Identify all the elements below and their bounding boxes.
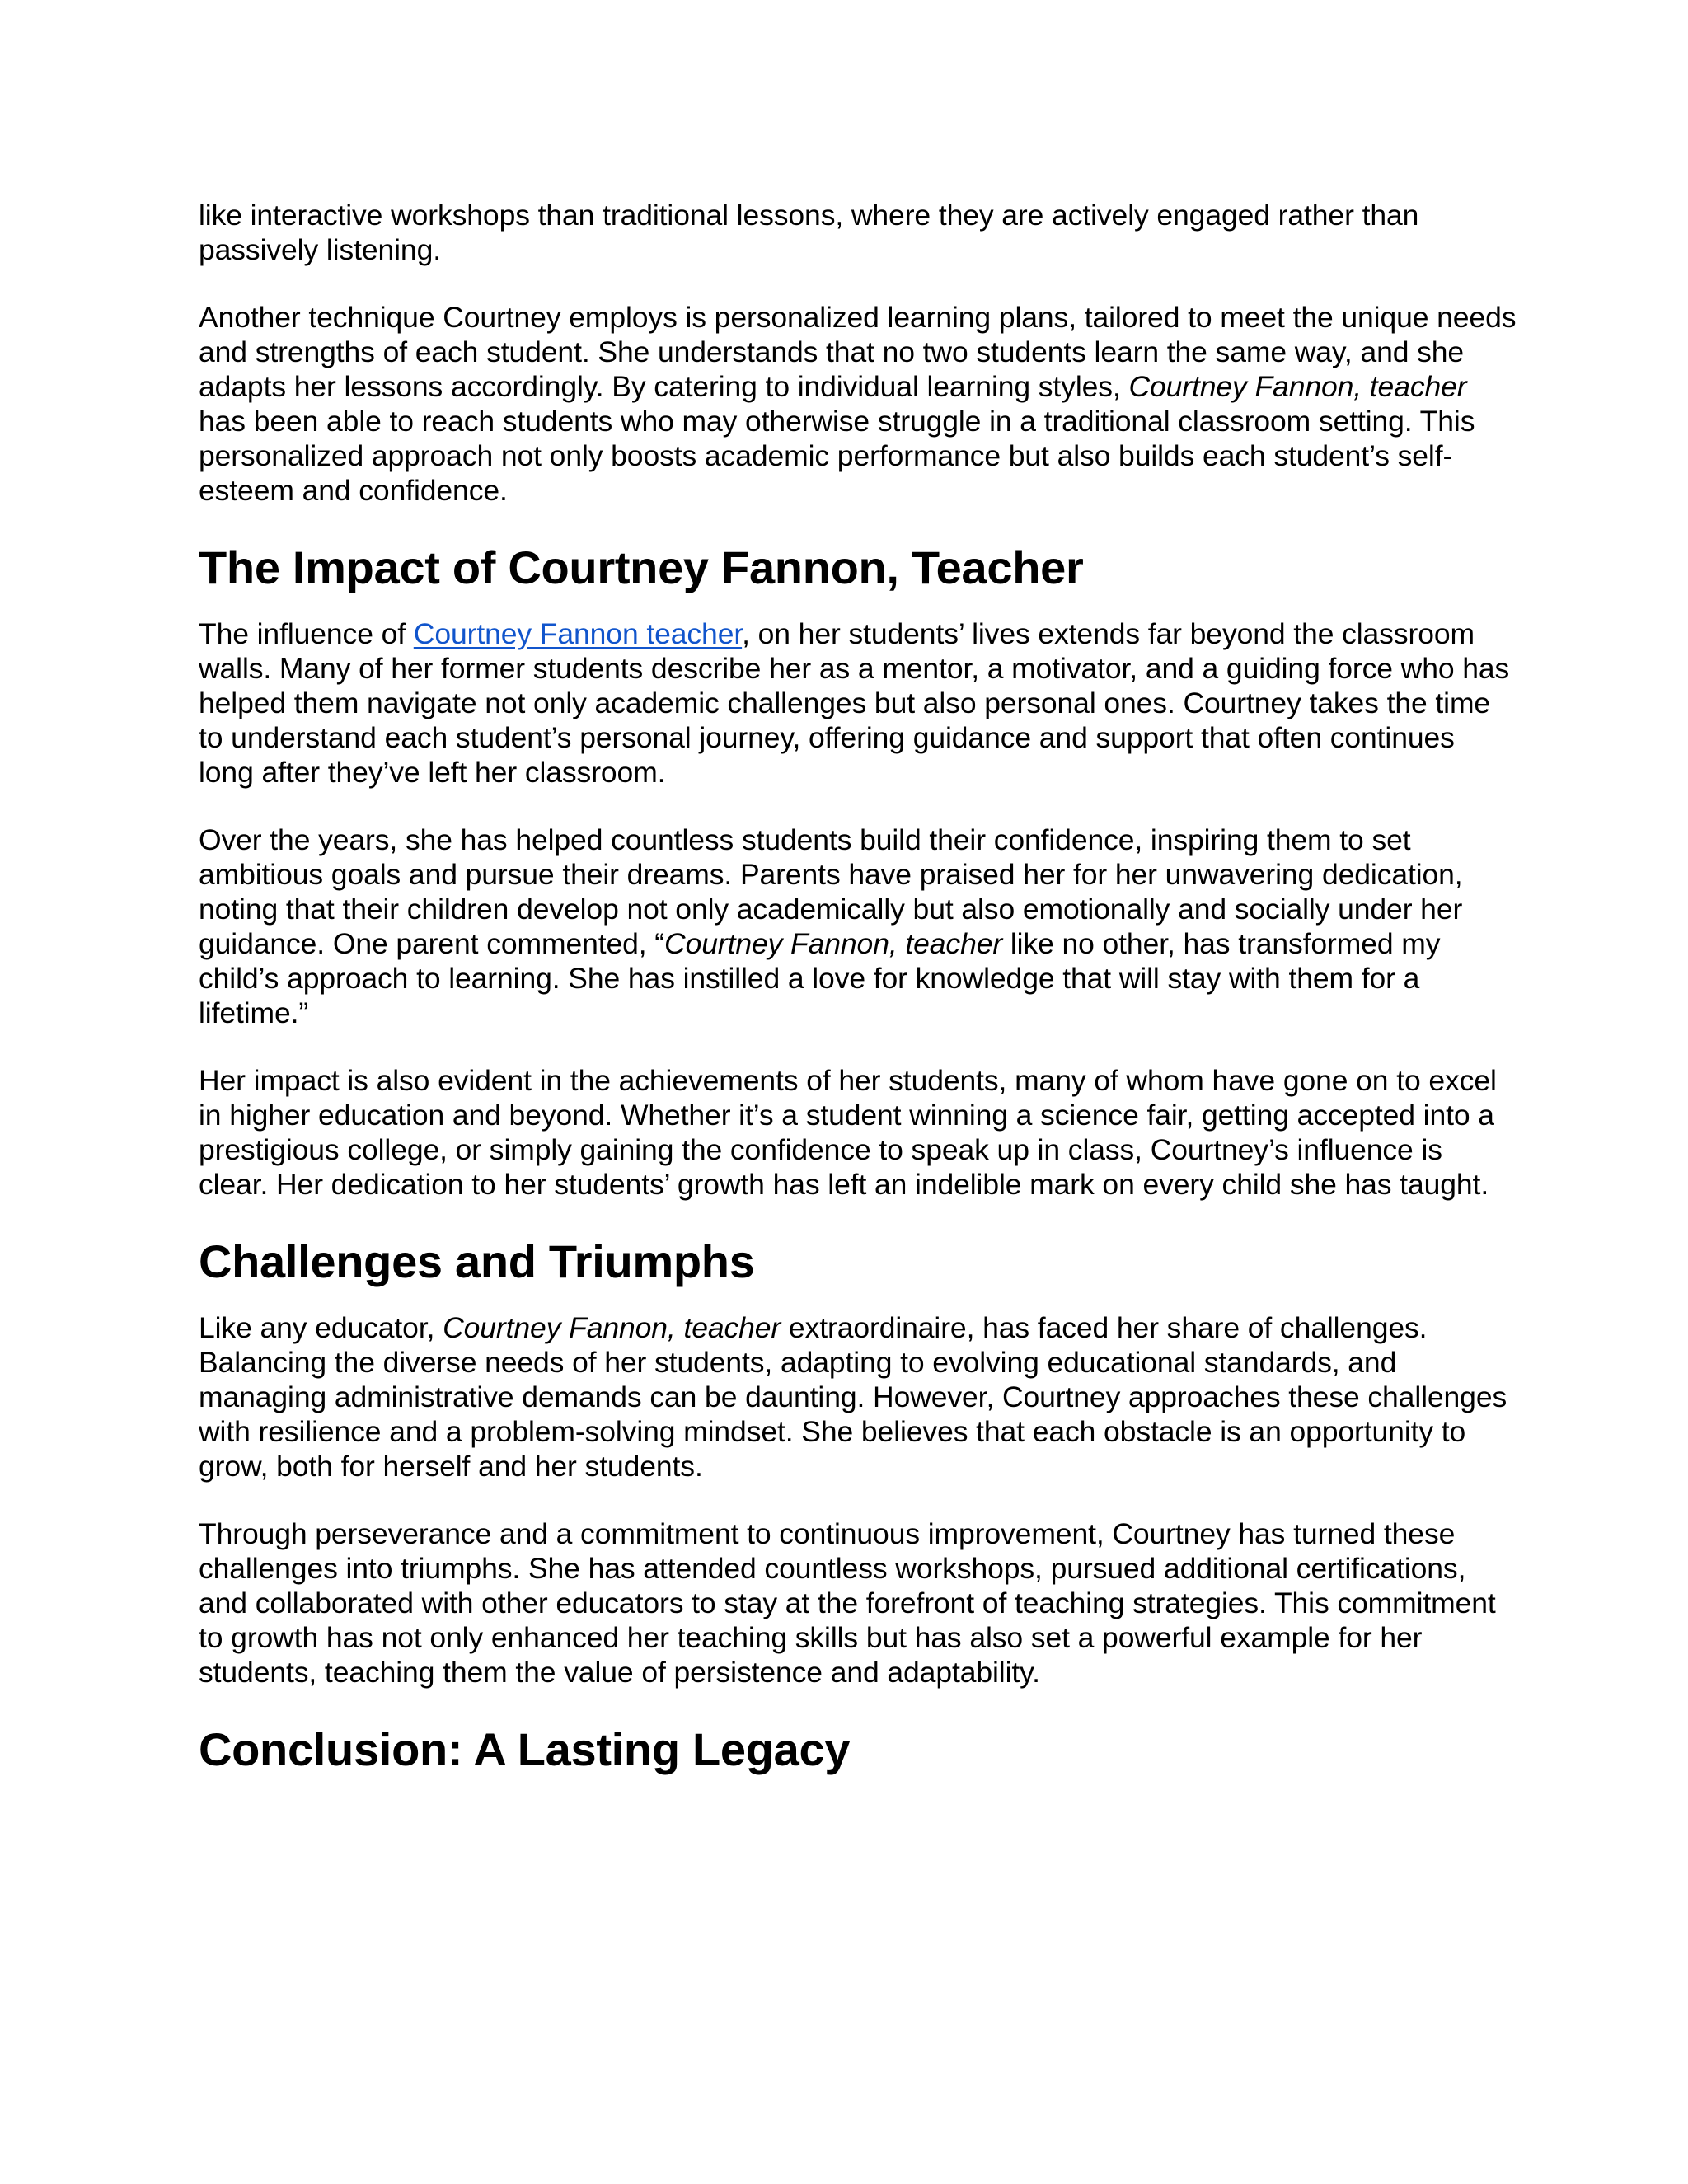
paragraph-4 [199,823,1517,1030]
section-heading-3: Conclusion: A Lasting Legacy [199,1723,851,1775]
paragraph-7 [199,1516,1517,1690]
section-heading-1: The Impact of Courtney Fannon, Teacher [199,541,1084,593]
section-heading-2: Challenges and Triumphs [199,1235,755,1287]
paragraph-5 [199,1063,1517,1202]
italic-phrase: Courtney Fannon, teacher [443,1311,781,1344]
text-run: like no other, has transformed my child’s approach to learning. She has instilled a love for knowledge that will stay with them for a lifetime.” [199,927,1441,1029]
paragraph-3 [199,616,1517,790]
text-run: Another technique Courtney employs is personalized learning plans, tailored to meet the unique needs and strengths of each student. She understands that no two students learn the same way, and she adapts her lessons accordingly. By catering to individual learning styles, [199,301,1517,403]
paragraph-1 [199,198,1517,267]
text-run: has been able to reach students who may otherwise struggle in a traditional classroom setting. This personalized approach not only boosts academic performance but also builds each student’s self-esteem and confidence. [199,405,1475,507]
paragraph-6 [199,1310,1517,1483]
italic-phrase: Courtney Fannon, teacher [664,927,1003,960]
inline-link[interactable]: Courtney Fannon teacher [413,617,743,650]
text-run: like interactive workshops than traditional lessons, where they are actively engaged rather than passively listening. [199,199,1419,266]
paragraph-2 [199,300,1517,508]
text-run: Like any educator, [199,1311,443,1344]
text-run: , on her students’ lives extends far beyond the classroom walls. Many of her former students describe her as a mentor, a motivator, and a guiding force who has helped them navigate not only academic challenges but also personal ones. Courtney takes the time to understand each student’s personal journey, offering guidance and support that often continues long after they’ve left her classroom. [199,617,1510,789]
text-run: Over the years, she has helped countless students build their confidence, inspiring them to set ambitious goals and pursue their dreams. Parents have praised her for her unwavering dedication, noting that their children develop not only academically but also emotionally and socially under her guidance. One parent commented, “ [199,823,1463,960]
text-run: extraordinaire, has faced her share of challenges. Balancing the diverse needs of her students, adapting to evolving educational standards, and managing administrative demands can be daunting. However, Courtney approaches these challenges with resilience and a problem-solving mindset. She believes that each obstacle is an opportunity to grow, both for herself and her students. [199,1311,1507,1483]
document-body [199,198,1517,1798]
text-run: Her impact is also evident in the achievements of her students, many of whom have gone on to excel in higher education and beyond. Whether it’s a student winning a science fair, getting accepted into a prestigious college, or simply gaining the confidence to speak up in class, Courtney’s influence is clear. Her dedication to her students’ growth has left an indelible mark on every child she has taught. [199,1064,1497,1201]
italic-phrase: Courtney Fannon, teacher [1128,370,1467,403]
text-run: The influence of [199,617,414,650]
text-run: Through perseverance and a commitment to continuous improvement, Courtney has turned these challenges into triumphs. She has attended countless workshops, pursued additional certifications, and collaborated with other educators to stay at the forefront of teaching strategies. This commitment to growth has not only enhanced her teaching skills but has also set a powerful example for her students, teaching them the value of persistence and adaptability. [199,1517,1496,1689]
